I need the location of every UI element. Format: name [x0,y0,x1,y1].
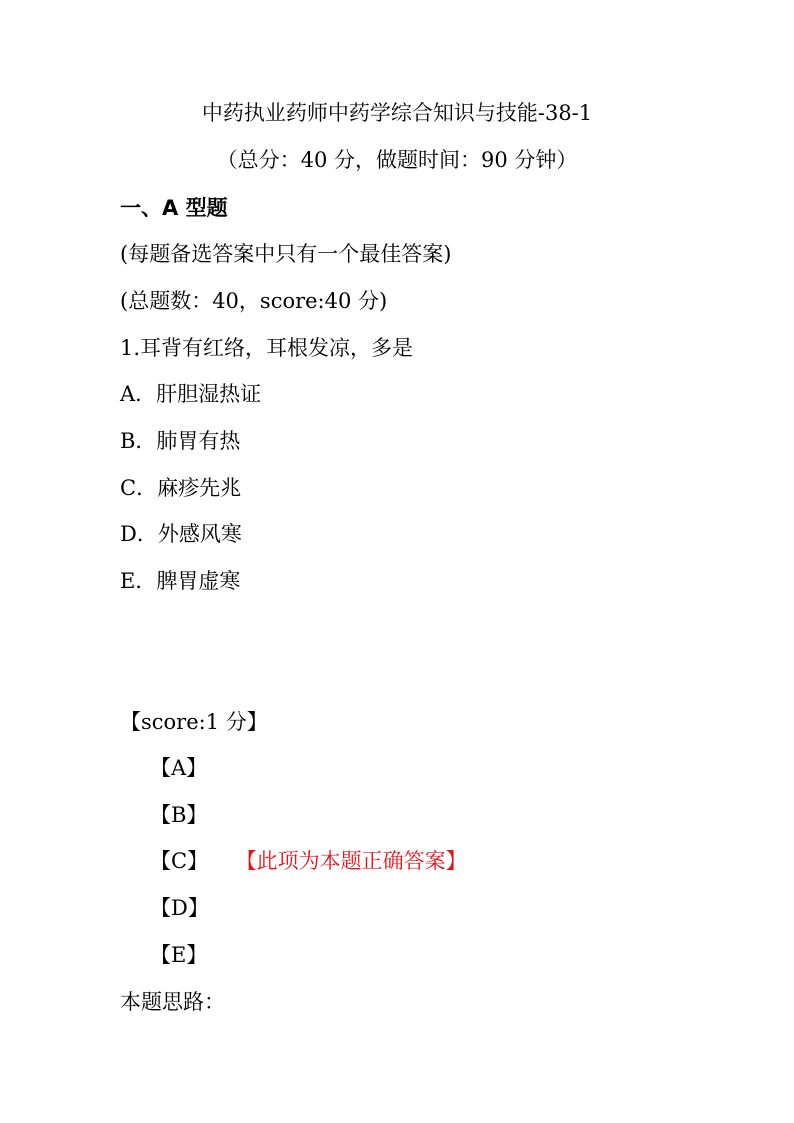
option-d: D．外感风寒 [120,522,242,546]
document-subtitle: （总分：40 分，做题时间：90 分钟） [216,148,578,172]
answer-c: 【C】 [150,849,209,873]
question-stem: 1.耳背有红络，耳根发凉，多是 [120,336,414,360]
answer-e: 【E】 [150,943,208,967]
question-score: 【score:1 分】 [120,710,268,734]
analysis-label: 本题思路： [120,990,225,1014]
option-b: B．肺胃有热 [120,429,241,453]
answer-d: 【D】 [150,896,209,920]
answer-b: 【B】 [150,803,208,827]
option-e: E．脾胃虚寒 [120,569,241,593]
section-heading: 一、A 型题 [120,196,228,220]
answer-c-row [150,847,467,875]
document-title: 中药执业药师中药学综合知识与技能-38-1 [201,101,593,125]
option-c: C．麻疹先兆 [120,476,242,500]
answer-a: 【A】 [150,756,208,780]
option-a: A．肝胆湿热证 [120,382,262,406]
correct-answer-note: 【此项为本题正确答案】 [246,849,467,873]
section-note: (每题备选答案中只有一个最佳答案) [120,242,452,266]
section-score: (总题数：40，score:40 分) [120,289,388,313]
